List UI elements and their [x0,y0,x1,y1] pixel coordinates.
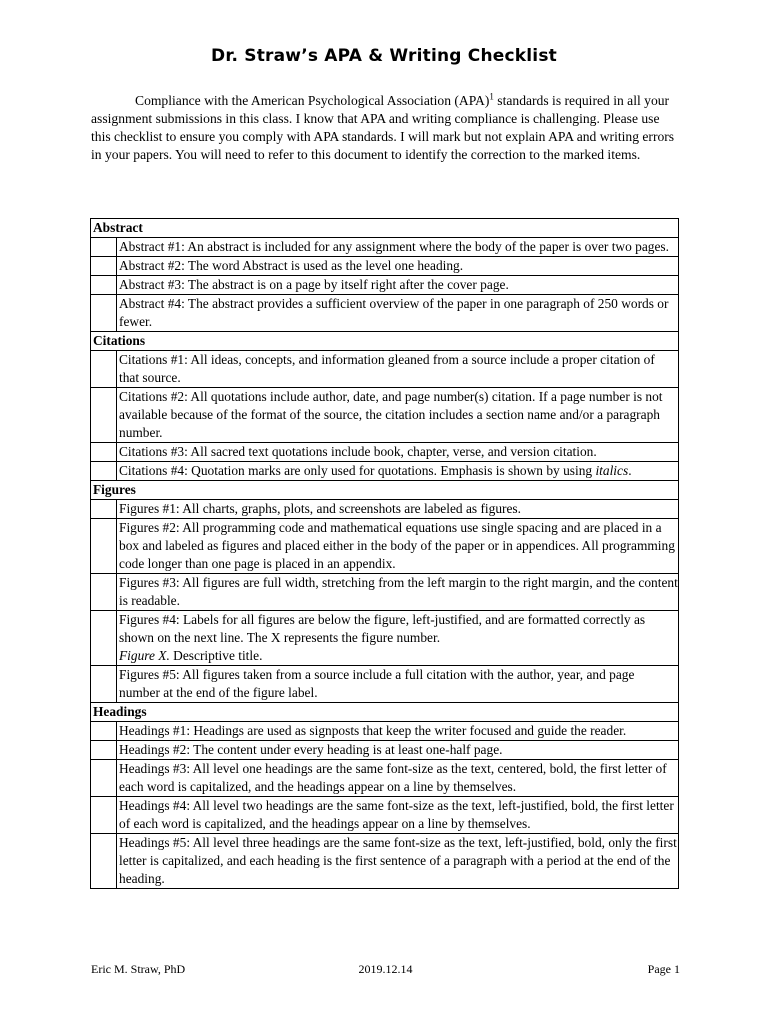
checklist-row [91,722,679,741]
checklist-item: Citations #1: All ideas, concepts, and information gleaned from a source include a proper citation of that source. [117,351,679,388]
checklist-item: Abstract #1: An abstract is included for any assignment where the body of the paper is over two pages. [117,238,679,257]
checklist-item: Figures #1: All charts, graphs, plots, and screenshots are labeled as figures. [117,500,679,519]
checkbox-cell[interactable] [91,611,117,666]
checklist-item: Figures #2: All programming code and mathematical equations use single spacing and are placed in a box and labeled as figures and placed either in the body of the paper or in appendices. All programming code longer than one page is placed in an appendix. [117,519,679,574]
checklist-row [91,295,679,332]
checkbox-cell[interactable] [91,760,117,797]
checklist-row [91,276,679,295]
footer-author: Eric M. Straw, PhD [91,962,186,976]
checkbox-cell[interactable] [91,462,117,481]
checklist-item: Headings #5: All level three headings are the same font-size as the text, left-justified, bold, only the first letter is capitalized, and each heading is the first sentence of a paragraph with a period at the end of the heading. [117,834,679,889]
checkbox-cell[interactable] [91,443,117,462]
section-heading: Figures [91,481,679,500]
page-title: Dr. Straw’s APA & Writing Checklist [211,46,557,66]
checklist-item: Headings #1: Headings are used as signposts that keep the writer focused and guide the reader. [117,722,679,741]
section-row-figures [91,481,679,500]
item-text-end: Descriptive title. [169,648,263,663]
checkbox-cell[interactable] [91,834,117,889]
checkbox-cell[interactable] [91,722,117,741]
checkbox-cell[interactable] [91,519,117,574]
intro-paragraph [91,92,681,164]
section-heading: Abstract [91,219,679,238]
item-text-end: . [628,463,632,478]
checklist-item: Abstract #4: The abstract provides a sufficient overview of the paper in one paragraph of 250 words or fewer. [117,295,679,332]
item-text: Citations #4: Quotation marks are only used for quotations. Emphasis is shown by using [119,463,596,478]
checklist-row [91,797,679,834]
checklist-item: Headings #2: The content under every heading is at least one-half page. [117,741,679,760]
checkbox-cell[interactable] [91,295,117,332]
checklist-item: Figures #3: All figures are full width, stretching from the left margin to the right margin, and the content is readable. [117,574,679,611]
checklist-item: Headings #3: All level one headings are the same font-size as the text, centered, bold, the first letter of each word is capitalized, and the headings appear on a line by themselves. [117,760,679,797]
checklist-row [91,574,679,611]
checklist-item: Abstract #3: The abstract is on a page by itself right after the cover page. [117,276,679,295]
checkbox-cell[interactable] [91,351,117,388]
intro-text-start: Compliance with the American Psychological Association (APA) [135,93,490,108]
checkbox-cell[interactable] [91,276,117,295]
footer-date: 2019.12.14 [358,962,413,976]
checklist-row [91,519,679,574]
checklist-item: Citations #2: All quotations include author, date, and page number(s) citation. If a page number is not available because of the format of the source, the citation includes a section name and/or a paragraph number. [117,388,679,443]
checkbox-cell[interactable] [91,797,117,834]
checklist-row [91,388,679,443]
checklist-item: Headings #4: All level two headings are the same font-size as the text, left-justified, bold, the first letter of each word is capitalized, and the headings appear on a line by themselves. [117,797,679,834]
section-row-abstract [91,219,679,238]
checklist-row [91,257,679,276]
checklist-item [117,611,679,666]
section-row-citations [91,332,679,351]
checklist-item [117,462,679,481]
intro-text-end: standards is required in all your assignment submissions in this class. I know that APA and writing compliance is challenging. Please use this checklist to ensure you comply with APA standards. I will mark but not explain APA and writing errors in your papers. You will need to refer to this document to identify the correction to the marked items. [91,93,675,162]
checklist-item: Abstract #2: The word Abstract is used as the level one heading. [117,257,679,276]
checklist-row [91,351,679,388]
checkbox-cell[interactable] [91,257,117,276]
italic-text: italics [595,463,629,478]
italic-text: Figure X. [119,648,170,663]
checklist-item: Figures #5: All figures taken from a source include a full citation with the author, year, and page number at the end of the figure label. [117,666,679,703]
checklist-row [91,741,679,760]
checklist-row [91,443,679,462]
checklist-row [91,611,679,666]
checkbox-cell[interactable] [91,388,117,443]
section-heading: Headings [91,703,679,722]
footnote-marker: 1 [489,91,494,102]
checkbox-cell[interactable] [91,574,117,611]
footer-page-number: Page 1 [647,962,680,976]
checklist-row [91,238,679,257]
checklist-row [91,834,679,889]
checkbox-cell[interactable] [91,500,117,519]
checklist-row [91,666,679,703]
checklist-row [91,462,679,481]
item-text: Figures #4: Labels for all figures are below the figure, left-justified, and are formatted correctly as shown on the next line. The X represents the figure number. [119,612,646,645]
section-row-headings [91,703,679,722]
section-heading: Citations [91,332,679,351]
checklist-row [91,760,679,797]
checkbox-cell[interactable] [91,238,117,257]
checklist-row [91,500,679,519]
checklist-table [90,218,679,889]
checkbox-cell[interactable] [91,666,117,703]
checkbox-cell[interactable] [91,741,117,760]
checklist-item: Citations #3: All sacred text quotations include book, chapter, verse, and version citation. [117,443,679,462]
